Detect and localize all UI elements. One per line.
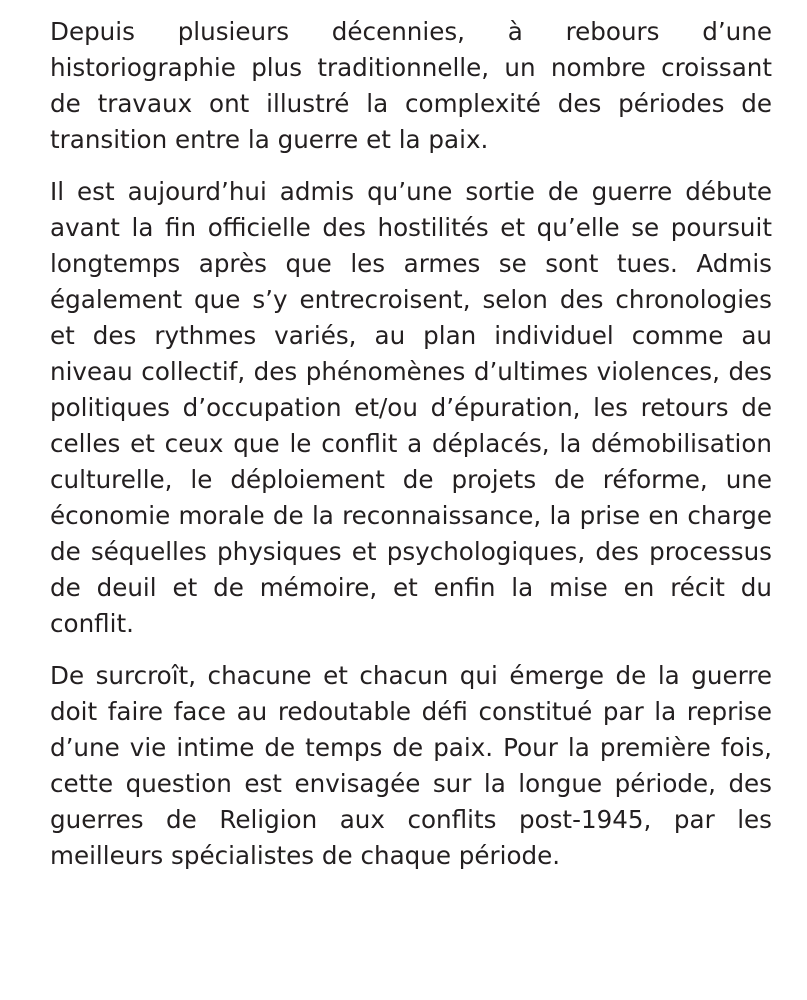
paragraph-1: Depuis plusieurs décennies, à rebours d’une historiographie plus traditionnelle, un nombre croissant de travaux ont illustré la complexité des périodes de transition entre la guerre et la paix. (50, 17, 772, 154)
paragraph-3: De surcroît, chacune et chacun qui émerge de la guerre doit faire face au redoutable défi constitué par la reprise d’une vie intime de temps de paix. Pour la première fois, cette question est envisagée sur la longue période, des guerres de Religion aux conflits post-1945, par les meilleurs spécialistes de chaque période. (50, 661, 772, 870)
paragraph-2: Il est aujourd’hui admis qu’une sortie de guerre débute avant la fin officielle des hostilités et qu’elle se poursuit longtemps après que les armes se sont tues. Admis également que s’y entrecroisent, selon des chronologies et des rythmes variés, au plan individuel comme au niveau collectif, des phénomènes d’ultimes violences, des politiques d’occupation et/ou d’épuration, les retours de celles et ceux que le conflit a déplacés, la démobilisation culturelle, le déploiement de projets de réforme, une économie morale de la reconnaissance, la prise en charge de séquelles physiques et psychologiques, des processus de deuil et de mémoire, et enfin la mise en récit du conflit. (50, 177, 772, 638)
text-page (50, 14, 772, 890)
